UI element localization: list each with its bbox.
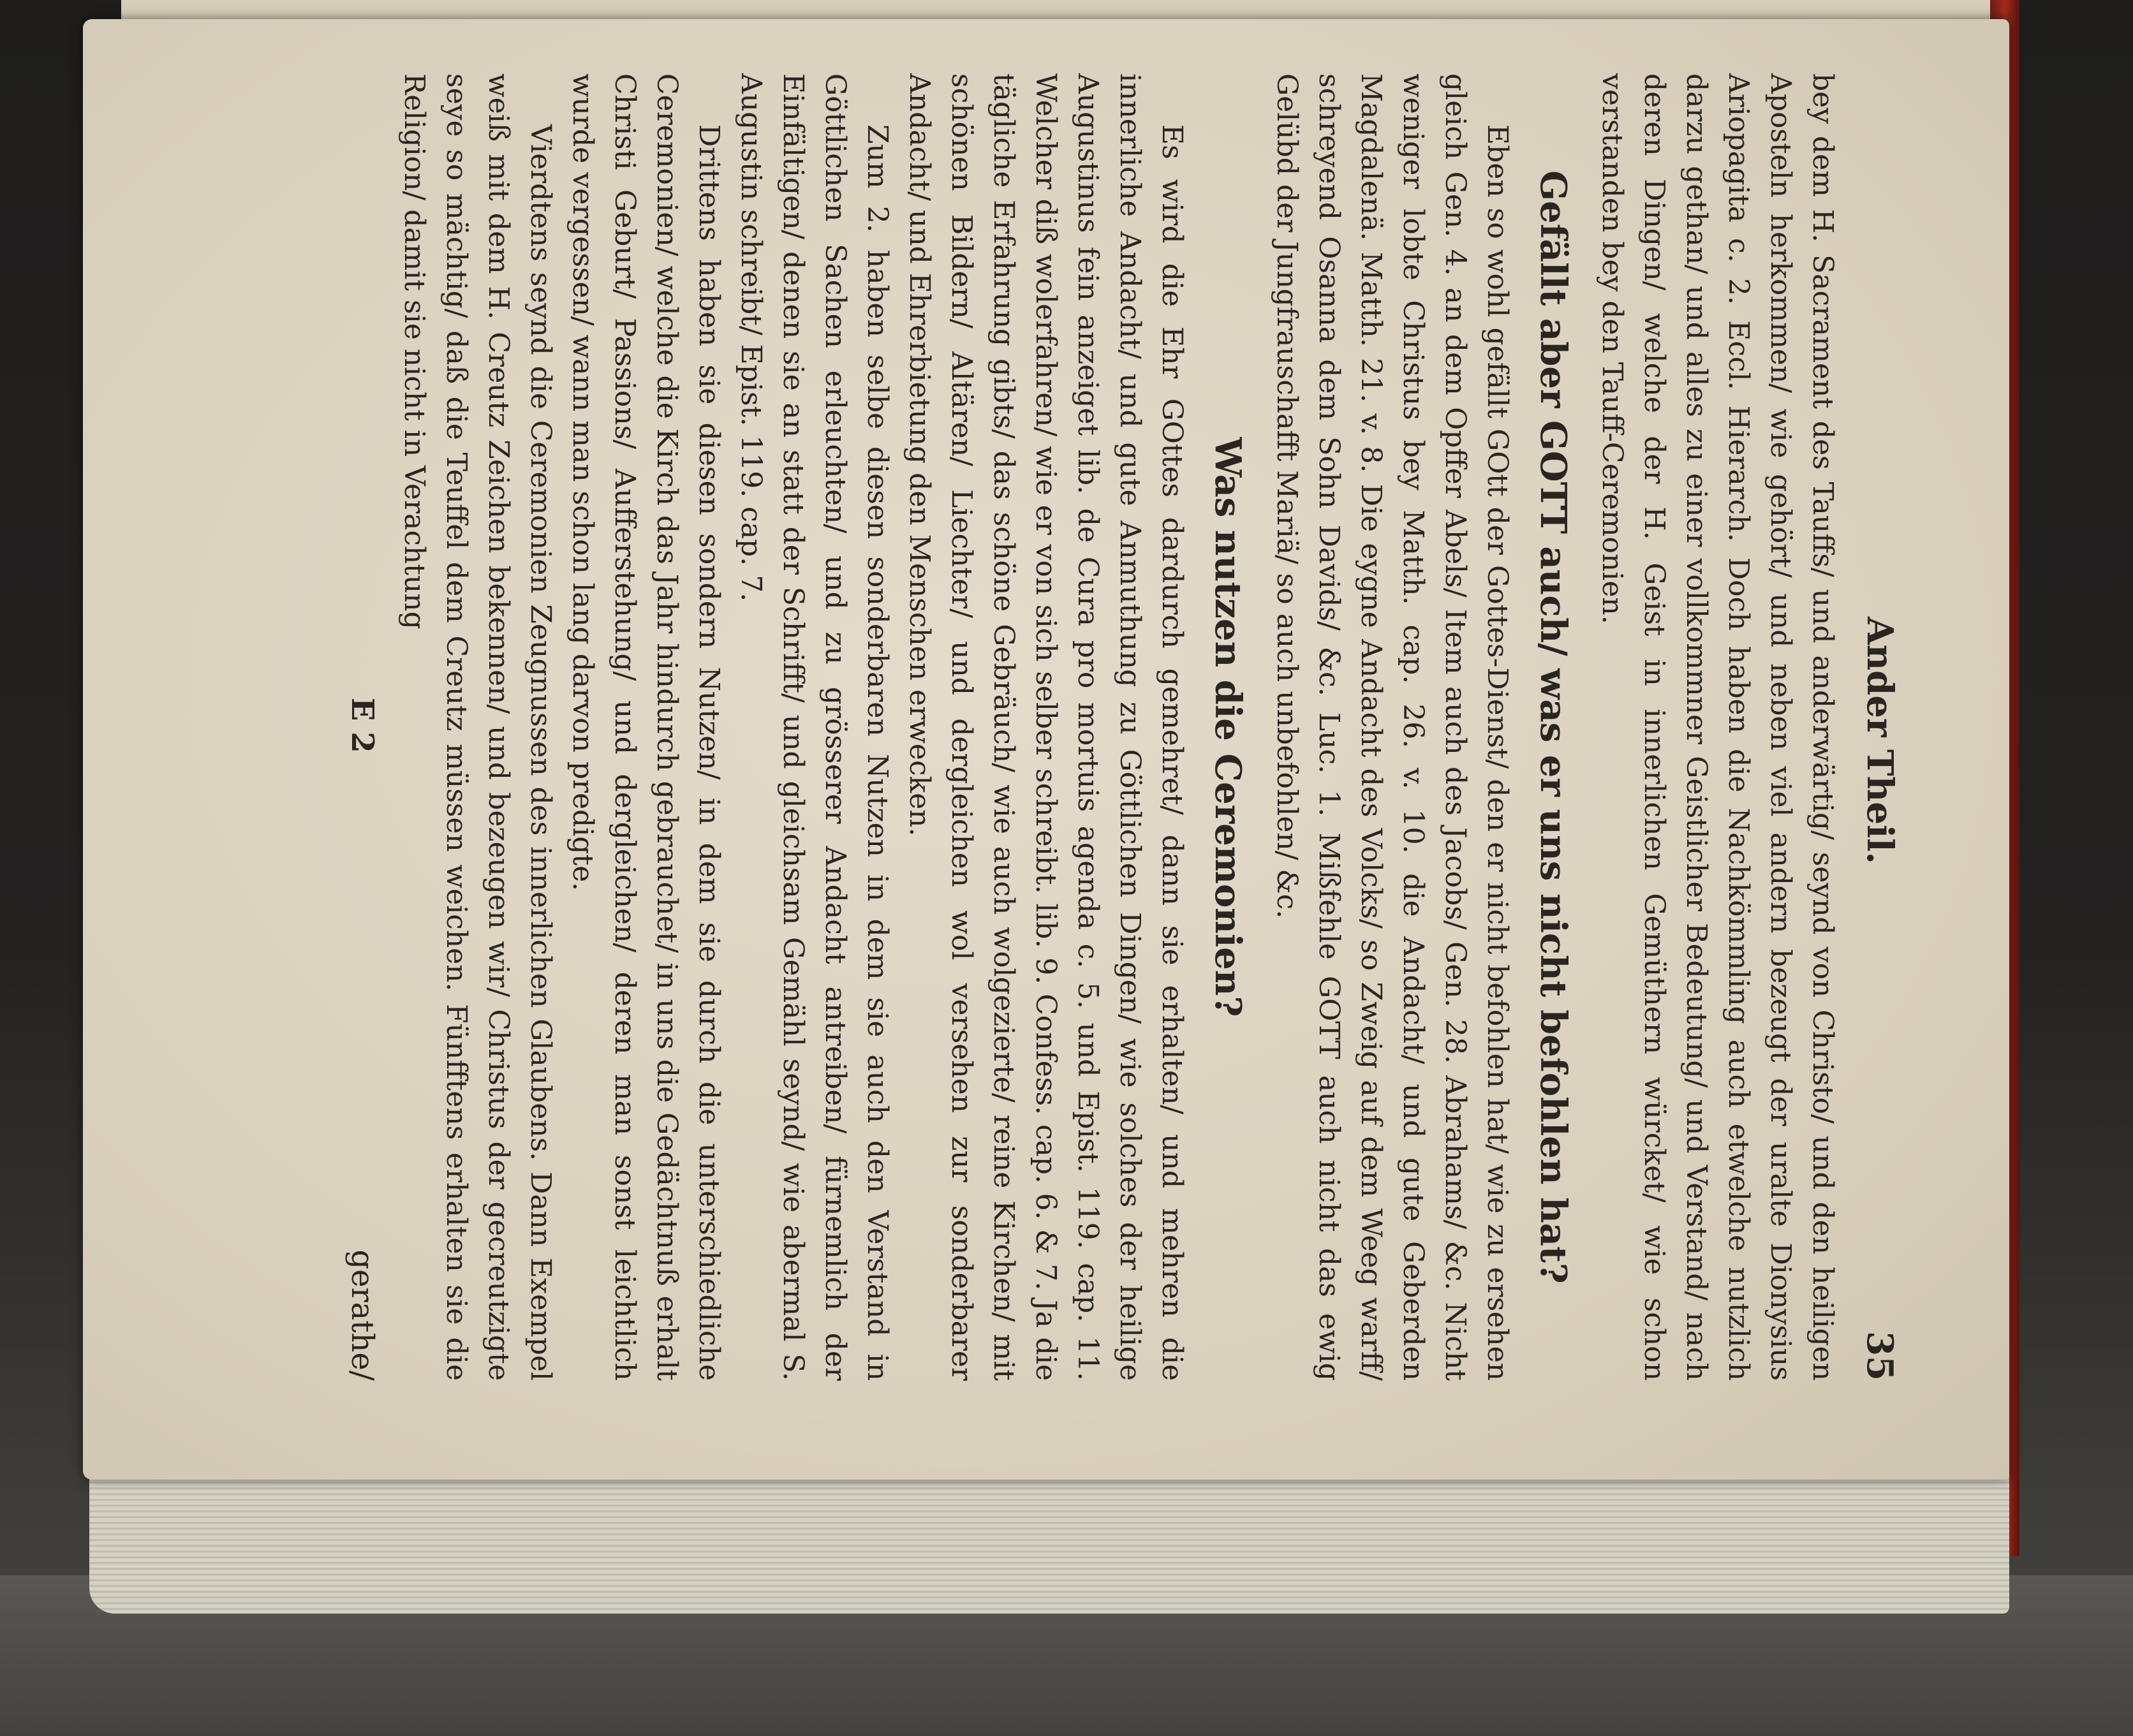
page-header xyxy=(1859,73,1901,1381)
page-text-block xyxy=(268,73,1901,1381)
page-footer xyxy=(344,73,380,1381)
signature-mark: E 2 xyxy=(344,697,380,753)
paragraph-2: Eben so wohl gefällt GOtt der Gottes-Dienst/ den er nicht befohlen hat/ wie zu ersehen gleich Gen. 4. an dem Opffer Abels/ Item auch des Jacobs/ Gen. 28. Abrahams/ &c. Nicht weniger lobte Christus bey Matth. cap. 26. v. 10. die Andacht/ und gute Geberden Magdalenä. Matth. 21. v. 8. Die eygne Andacht des Volcks/ so Zweig auf dem Weeg warff/ schreyend Osanna dem Sohn Davids/ &c. Luc. 1. Mißfehle GOTT auch nicht das ewig Gelübd der Jungfrauschafft Mariä/ so auch unbefohlen/ &c. xyxy=(1271,73,1514,1381)
catchword: gerathe/ xyxy=(344,1249,380,1381)
paragraph-1: bey dem H. Sacrament des Tauffs/ und anderwärtig/ seynd von Christo/ und den heiligen Aposteln herkommen/ wie gehört/ und neben viel andern bezeugt der uralte Dionysius Ariopagita c. 2. Eccl. Hierarch. Doch haben die Nachkömmling auch etwelche nutzlich darzu gethan/ und alles zu einer vollkommner Geistlicher Bedeutung/ und Verstand/ nach deren Dingen/ welche der H. Geist in innerlichen Gemüthern würcket/ wie schon verstanden bey den Tauff-Ceremonien. xyxy=(1596,73,1839,1381)
page-block-edge xyxy=(89,1467,2009,1614)
page-number: 35 xyxy=(1859,1331,1901,1381)
paragraph-5: Drittens haben sie diesen sondern Nutzen/ in dem sie durch die unterschiedliche Ceremonien/ welche die Kirch das Jahr hindurch gebrauchet/ in uns die Gedächtnuß erhalt Christi Geburt/ Passions/ Aufferstehung/ und dergleichen/ deren man sonst leichtlich wurde vergessen/ wann man schon lang darvon predigte. xyxy=(566,73,725,1381)
paragraph-3: Es wird die Ehr GOttes dardurch gemehret/ dann sie erhalten/ und mehren die innerliche Andacht/ und gute Anmuthung zu Göttlichen Dingen/ wie solches der heilige Augustinus fein anzeiget lib. de Cura pro mortuis agenda c. 5. und Epist. 119. cap. 11. Welcher diß wolerfahren/ wie er von sich selber schreibt. lib. 9. Confess. cap. 6. & 7. Ja die tägliche Erfahrung gibts/ das schöne Gebräuch/ wie auch wolgezierte/ reine Kirchen/ mit schönen Bildern/ Altären/ Liechter/ und dergleichen wol versehen zur sonderbarer Andacht/ und Ehrerbietung den Menschen erwecken. xyxy=(903,73,1188,1381)
paragraph-6: Vierdtens seynd die Ceremonien Zeugnussen des innerlichen Glaubens. Dann Exempel weiß mit dem H. Creutz Zeichen bekennen/ und bezeugen wir/ Christus der gecreutzigte seye so mächtig/ daß die Teuffel dem Creutz müssen weichen. Fünfftens erhalten sie die Religion/ damit sie nicht in Verachtung xyxy=(398,73,557,1381)
question-heading-1: Gefällt aber GOTT auch/ was er uns nicht befohlen hat? xyxy=(1532,170,1574,1284)
running-head: Ander Theil. xyxy=(1859,617,1901,865)
question-heading-2: Was nutzen die Ceremonien? xyxy=(1207,437,1249,1017)
paragraph-4: Zum 2. haben selbe diesen sonderbaren Nutzen in dem sie auch den Verstand in Göttlichen Sachen erleuchten/ und zu grösserer Andacht antreiben/ fürnemlich der Einfältigen/ denen sie an statt der Schrifft/ und gleichsam Gemähl seynd/ wie abermal S. Augustin schreibt/ Epist. 119. cap. 7. xyxy=(735,73,894,1381)
